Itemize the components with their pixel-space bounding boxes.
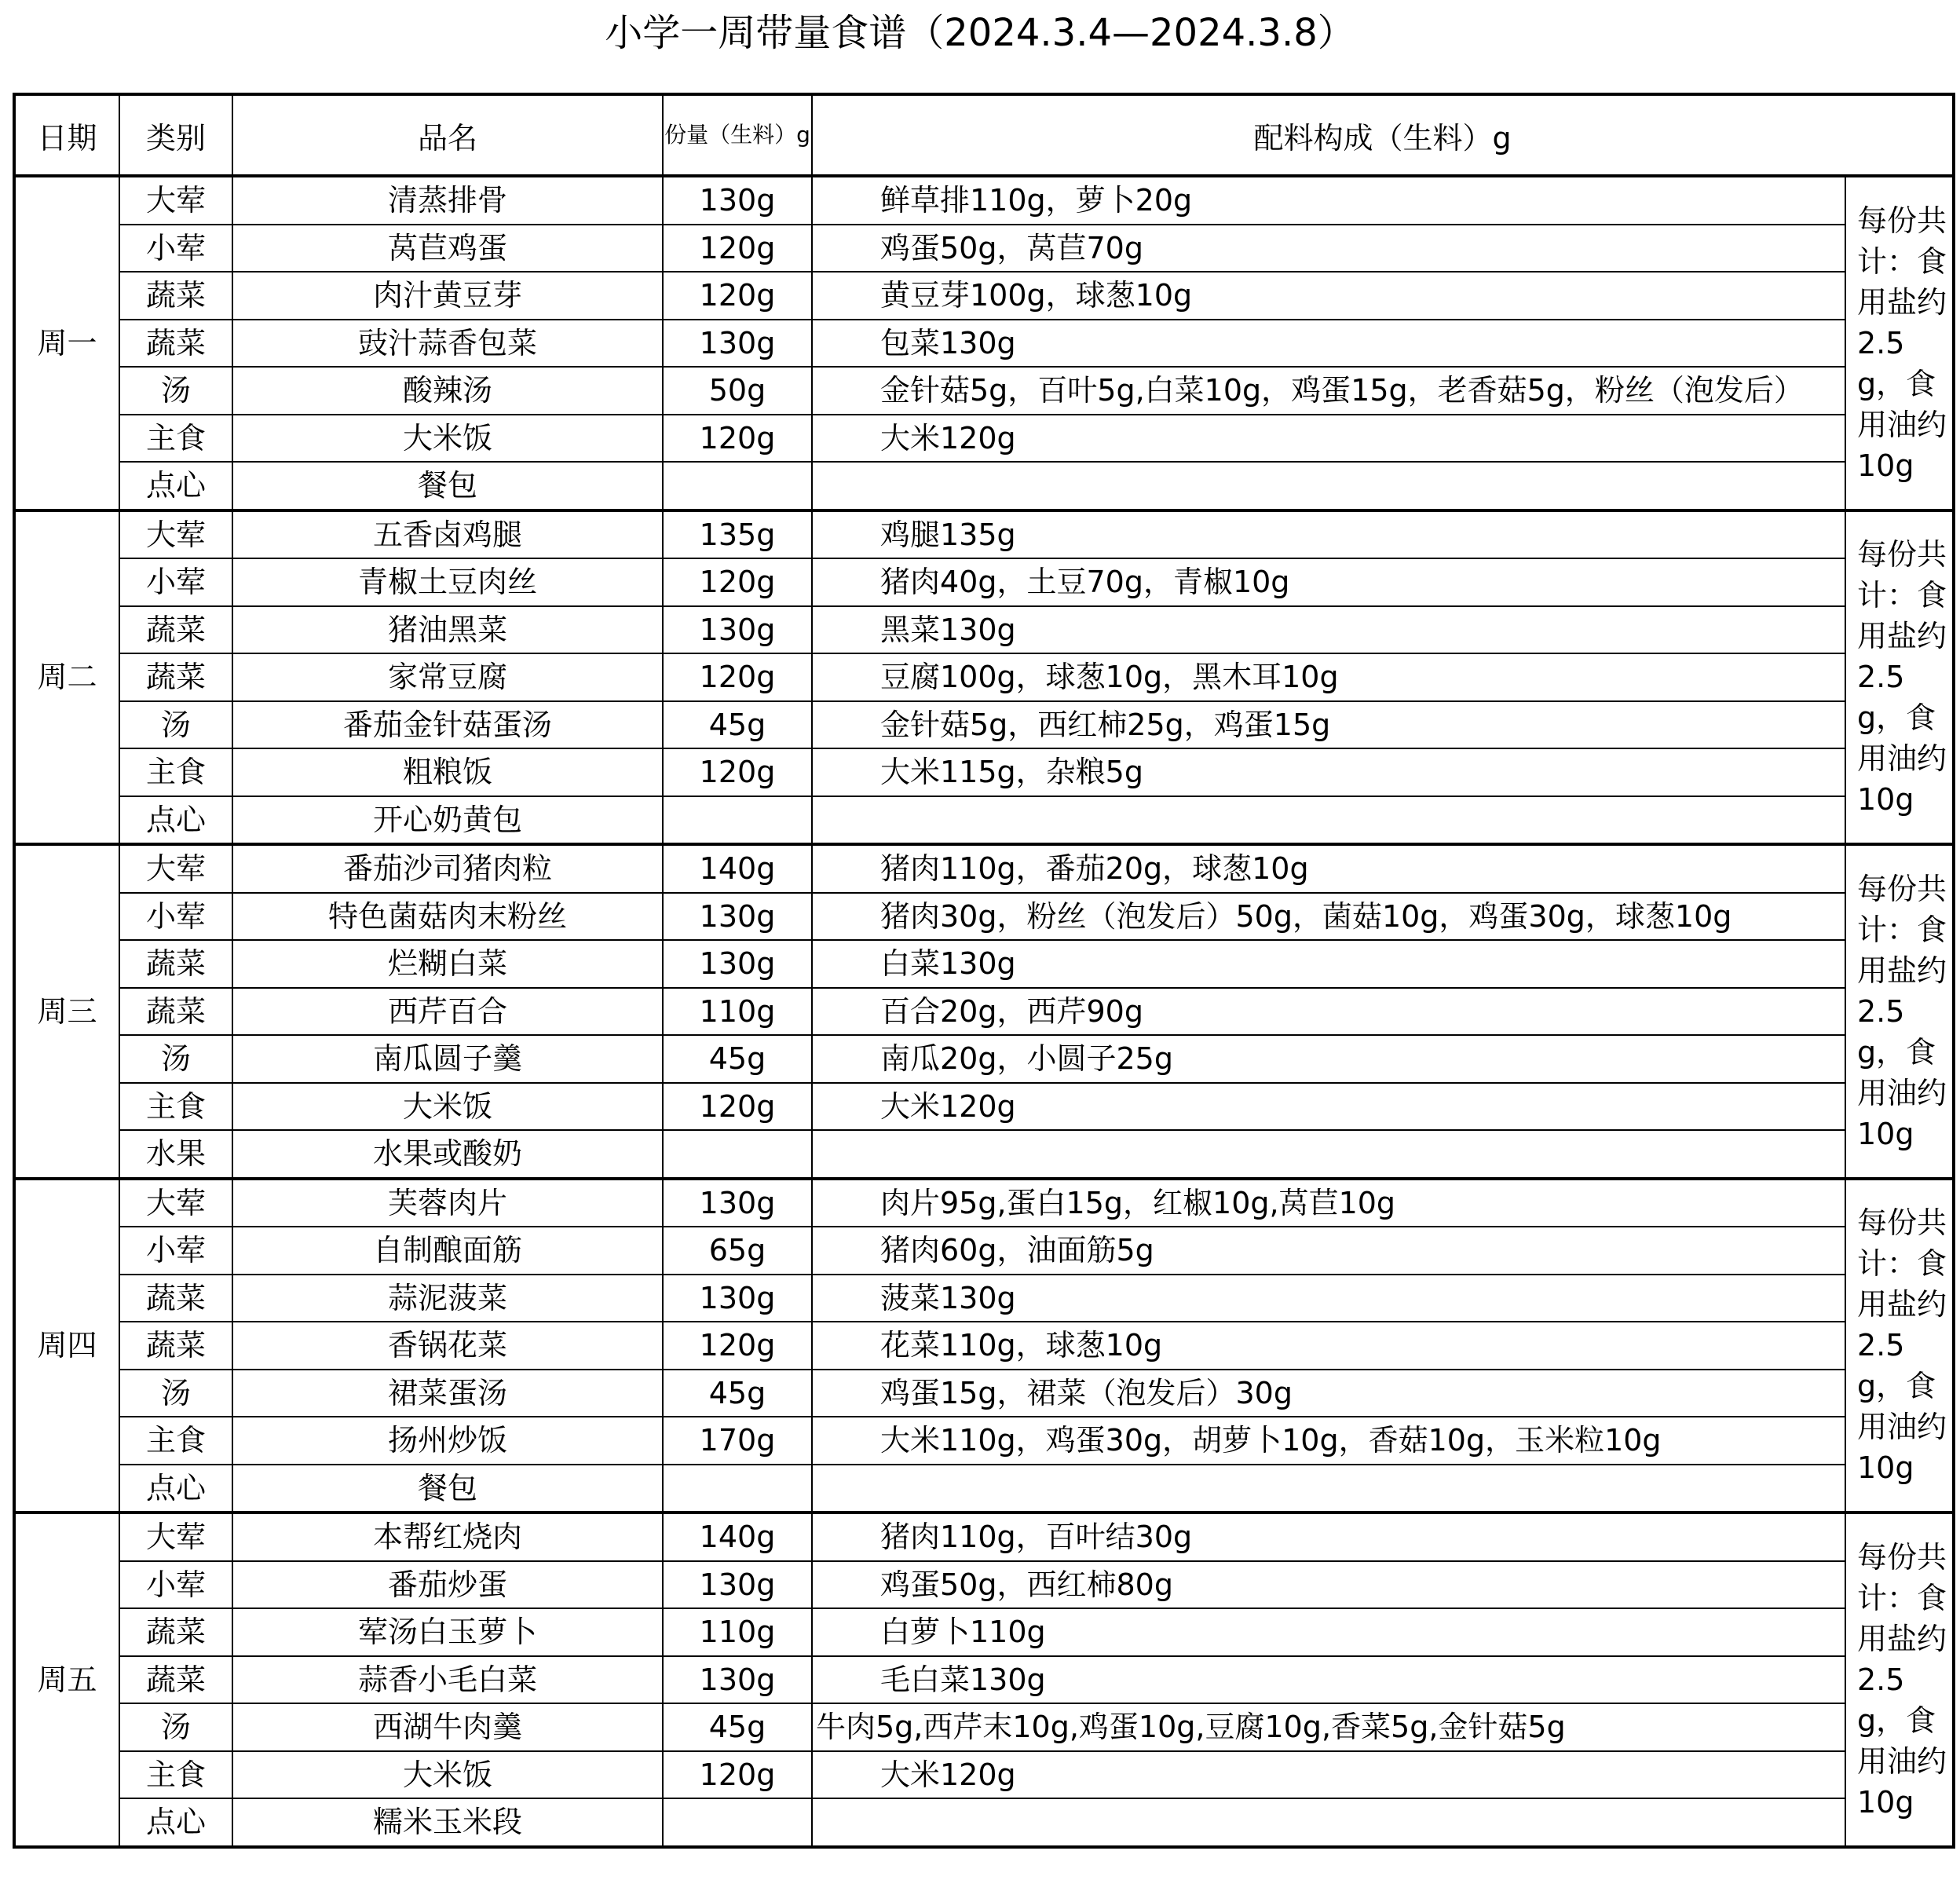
table-row bbox=[14, 1130, 1954, 1179]
dish-cell: 番茄炒蛋 bbox=[232, 1561, 663, 1609]
amount-cell: 120g bbox=[663, 415, 812, 463]
amount-cell: 130g bbox=[663, 893, 812, 941]
category-cell: 小荤 bbox=[119, 893, 232, 941]
category-cell: 主食 bbox=[119, 1417, 232, 1465]
table-row bbox=[14, 272, 1954, 320]
category-cell: 大荤 bbox=[119, 844, 232, 893]
category-cell: 小荤 bbox=[119, 225, 232, 272]
table-row bbox=[14, 320, 1954, 368]
header-row bbox=[14, 94, 1954, 176]
table-row bbox=[14, 1751, 1954, 1799]
dish-cell: 蒜泥菠菜 bbox=[232, 1275, 663, 1322]
ingredients-cell: 鸡蛋50g，莴苣70g bbox=[812, 225, 1845, 272]
table-row bbox=[14, 462, 1954, 510]
ingredients-cell bbox=[812, 796, 1845, 845]
daily-note: 每份共计：食用盐约2.5g，食用油约10g bbox=[1845, 510, 1954, 845]
category-cell: 水果 bbox=[119, 1130, 232, 1179]
category-cell: 汤 bbox=[119, 1370, 232, 1417]
category-cell: 大荤 bbox=[119, 1179, 232, 1227]
table-row bbox=[14, 1608, 1954, 1656]
dish-cell: 猪油黑菜 bbox=[232, 606, 663, 654]
dish-cell: 大米饭 bbox=[232, 1083, 663, 1131]
table-row bbox=[14, 367, 1954, 415]
ingredients-cell: 黑菜130g bbox=[812, 606, 1845, 654]
table-row bbox=[14, 1322, 1954, 1370]
table-row bbox=[14, 1417, 1954, 1465]
category-cell: 主食 bbox=[119, 415, 232, 463]
category-cell: 小荤 bbox=[119, 558, 232, 606]
amount-cell: 140g bbox=[663, 1512, 812, 1561]
table-row bbox=[14, 1561, 1954, 1609]
amount-cell: 130g bbox=[663, 1656, 812, 1704]
menu-body bbox=[14, 176, 1954, 1847]
table-row bbox=[14, 1275, 1954, 1322]
header-ingredients: 配料构成（生料）g bbox=[812, 94, 1954, 176]
ingredients-cell: 鲜草排110g，萝卜20g bbox=[812, 176, 1845, 225]
amount-cell: 130g bbox=[663, 1275, 812, 1322]
amount-cell: 120g bbox=[663, 1751, 812, 1799]
dish-cell: 酸辣汤 bbox=[232, 367, 663, 415]
table-row bbox=[14, 606, 1954, 654]
dish-cell: 番茄沙司猪肉粒 bbox=[232, 844, 663, 893]
table-row bbox=[14, 1798, 1954, 1847]
category-cell: 主食 bbox=[119, 1083, 232, 1131]
category-cell: 汤 bbox=[119, 701, 232, 749]
dish-cell: 特色菌菇肉末粉丝 bbox=[232, 893, 663, 941]
amount-cell bbox=[663, 462, 812, 510]
header-amount: 份量（生料）g bbox=[663, 94, 812, 176]
ingredients-cell: 肉片95g,蛋白15g，红椒10g,莴苣10g bbox=[812, 1179, 1845, 1227]
amount-cell: 50g bbox=[663, 367, 812, 415]
category-cell: 蔬菜 bbox=[119, 988, 232, 1036]
category-cell: 小荤 bbox=[119, 1227, 232, 1275]
amount-cell: 65g bbox=[663, 1227, 812, 1275]
ingredients-cell: 百合20g，西芹90g bbox=[812, 988, 1845, 1036]
category-cell: 大荤 bbox=[119, 176, 232, 225]
category-cell: 点心 bbox=[119, 462, 232, 510]
ingredients-cell: 大米120g bbox=[812, 415, 1845, 463]
dish-cell: 荤汤白玉萝卜 bbox=[232, 1608, 663, 1656]
amount-cell: 120g bbox=[663, 225, 812, 272]
ingredients-cell: 猪肉30g，粉丝（泡发后）50g，菌菇10g，鸡蛋30g，球葱10g bbox=[812, 893, 1845, 941]
table-row bbox=[14, 558, 1954, 606]
category-cell: 汤 bbox=[119, 1035, 232, 1083]
table-row bbox=[14, 1370, 1954, 1417]
table-row bbox=[14, 893, 1954, 941]
dish-cell: 清蒸排骨 bbox=[232, 176, 663, 225]
category-cell: 汤 bbox=[119, 1703, 232, 1751]
dish-cell: 大米饭 bbox=[232, 1751, 663, 1799]
amount-cell: 135g bbox=[663, 510, 812, 559]
dish-cell: 大米饭 bbox=[232, 415, 663, 463]
category-cell: 蔬菜 bbox=[119, 653, 232, 701]
amount-cell: 170g bbox=[663, 1417, 812, 1465]
ingredients-cell: 大米115g，杂粮5g bbox=[812, 748, 1845, 796]
amount-cell bbox=[663, 1465, 812, 1513]
daily-note: 每份共计：食用盐约2.5g，食用油约10g bbox=[1845, 1179, 1954, 1513]
ingredients-cell bbox=[812, 462, 1845, 510]
menu-table bbox=[13, 93, 1955, 1849]
amount-cell: 120g bbox=[663, 748, 812, 796]
table-row bbox=[14, 1083, 1954, 1131]
category-cell: 蔬菜 bbox=[119, 320, 232, 368]
ingredients-cell: 猪肉40g，土豆70g，青椒10g bbox=[812, 558, 1845, 606]
dish-cell: 豉汁蒜香包菜 bbox=[232, 320, 663, 368]
ingredients-cell: 鸡腿135g bbox=[812, 510, 1845, 559]
ingredients-cell: 大米120g bbox=[812, 1083, 1845, 1131]
amount-cell bbox=[663, 1130, 812, 1179]
category-cell: 小荤 bbox=[119, 1561, 232, 1609]
dish-cell: 西湖牛肉羹 bbox=[232, 1703, 663, 1751]
dish-cell: 番茄金针菇蛋汤 bbox=[232, 701, 663, 749]
ingredients-cell: 白萝卜110g bbox=[812, 1608, 1845, 1656]
category-cell: 蔬菜 bbox=[119, 606, 232, 654]
header-date: 日期 bbox=[14, 94, 119, 176]
ingredients-cell: 毛白菜130g bbox=[812, 1656, 1845, 1704]
amount-cell: 120g bbox=[663, 272, 812, 320]
table-row bbox=[14, 796, 1954, 845]
dish-cell: 自制酿面筋 bbox=[232, 1227, 663, 1275]
dish-cell: 开心奶黄包 bbox=[232, 796, 663, 845]
ingredients-cell: 金针菇5g，西红柿25g，鸡蛋15g bbox=[812, 701, 1845, 749]
table-row bbox=[14, 415, 1954, 463]
dish-cell: 肉汁黄豆芽 bbox=[232, 272, 663, 320]
dish-cell: 粗粮饭 bbox=[232, 748, 663, 796]
ingredients-cell bbox=[812, 1130, 1845, 1179]
ingredients-cell bbox=[812, 1798, 1845, 1847]
dish-cell: 裙菜蛋汤 bbox=[232, 1370, 663, 1417]
amount-cell bbox=[663, 796, 812, 845]
table-row bbox=[14, 1512, 1954, 1561]
amount-cell: 120g bbox=[663, 653, 812, 701]
category-cell: 蔬菜 bbox=[119, 940, 232, 988]
dish-cell: 蒜香小毛白菜 bbox=[232, 1656, 663, 1704]
category-cell: 蔬菜 bbox=[119, 1275, 232, 1322]
table-row bbox=[14, 701, 1954, 749]
ingredients-cell: 鸡蛋50g，西红柿80g bbox=[812, 1561, 1845, 1609]
ingredients-cell: 猪肉110g，百叶结30g bbox=[812, 1512, 1845, 1561]
amount-cell: 140g bbox=[663, 844, 812, 893]
ingredients-cell: 大米120g bbox=[812, 1751, 1845, 1799]
amount-cell bbox=[663, 1798, 812, 1847]
category-cell: 主食 bbox=[119, 1751, 232, 1799]
amount-cell: 45g bbox=[663, 1703, 812, 1751]
dish-cell: 糯米玉米段 bbox=[232, 1798, 663, 1847]
ingredients-cell: 黄豆芽100g，球葱10g bbox=[812, 272, 1845, 320]
table-row bbox=[14, 1703, 1954, 1751]
amount-cell: 120g bbox=[663, 1083, 812, 1131]
dish-cell: 水果或酸奶 bbox=[232, 1130, 663, 1179]
header-dish: 品名 bbox=[232, 94, 663, 176]
ingredients-cell: 牛肉5g,西芹末10g,鸡蛋10g,豆腐10g,香菜5g,金针菇5g bbox=[812, 1703, 1845, 1751]
header-category: 类别 bbox=[119, 94, 232, 176]
amount-cell: 130g bbox=[663, 176, 812, 225]
amount-cell: 110g bbox=[663, 988, 812, 1036]
amount-cell: 45g bbox=[663, 1035, 812, 1083]
ingredients-cell: 猪肉60g，油面筋5g bbox=[812, 1227, 1845, 1275]
amount-cell: 130g bbox=[663, 606, 812, 654]
page-title: 小学一周带量食谱（2024.3.4—2024.3.8） bbox=[605, 11, 1355, 55]
table-row bbox=[14, 1656, 1954, 1704]
dish-cell: 莴苣鸡蛋 bbox=[232, 225, 663, 272]
table-row bbox=[14, 940, 1954, 988]
category-cell: 点心 bbox=[119, 796, 232, 845]
category-cell: 蔬菜 bbox=[119, 272, 232, 320]
dish-cell: 餐包 bbox=[232, 462, 663, 510]
table-row bbox=[14, 1465, 1954, 1513]
amount-cell: 130g bbox=[663, 1179, 812, 1227]
table-row bbox=[14, 1227, 1954, 1275]
ingredients-cell: 南瓜20g，小圆子25g bbox=[812, 1035, 1845, 1083]
category-cell: 汤 bbox=[119, 367, 232, 415]
table-row bbox=[14, 510, 1954, 559]
amount-cell: 45g bbox=[663, 1370, 812, 1417]
dish-cell: 芙蓉肉片 bbox=[232, 1179, 663, 1227]
category-cell: 点心 bbox=[119, 1798, 232, 1847]
dish-cell: 扬州炒饭 bbox=[232, 1417, 663, 1465]
dish-cell: 香锅花菜 bbox=[232, 1322, 663, 1370]
dish-cell: 西芹百合 bbox=[232, 988, 663, 1036]
category-cell: 大荤 bbox=[119, 510, 232, 559]
ingredients-cell bbox=[812, 1465, 1845, 1513]
dish-cell: 五香卤鸡腿 bbox=[232, 510, 663, 559]
amount-cell: 130g bbox=[663, 1561, 812, 1609]
day-label: 周五 bbox=[14, 1512, 119, 1847]
table-row bbox=[14, 176, 1954, 225]
day-label: 周二 bbox=[14, 510, 119, 845]
table-row bbox=[14, 748, 1954, 796]
ingredients-cell: 菠菜130g bbox=[812, 1275, 1845, 1322]
day-label: 周三 bbox=[14, 844, 119, 1179]
amount-cell: 130g bbox=[663, 940, 812, 988]
daily-note: 每份共计：食用盐约2.5g，食用油约10g bbox=[1845, 176, 1954, 510]
table-row bbox=[14, 1035, 1954, 1083]
amount-cell: 120g bbox=[663, 558, 812, 606]
ingredients-cell: 豆腐100g，球葱10g，黑木耳10g bbox=[812, 653, 1845, 701]
dish-cell: 本帮红烧肉 bbox=[232, 1512, 663, 1561]
ingredients-cell: 花菜110g，球葱10g bbox=[812, 1322, 1845, 1370]
dish-cell: 家常豆腐 bbox=[232, 653, 663, 701]
dish-cell: 青椒土豆肉丝 bbox=[232, 558, 663, 606]
ingredients-cell: 白菜130g bbox=[812, 940, 1845, 988]
table-row bbox=[14, 225, 1954, 272]
table-row bbox=[14, 653, 1954, 701]
table-row bbox=[14, 844, 1954, 893]
category-cell: 主食 bbox=[119, 748, 232, 796]
amount-cell: 110g bbox=[663, 1608, 812, 1656]
ingredients-cell: 金针菇5g，百叶5g,白菜10g，鸡蛋15g，老香菇5g，粉丝（泡发后） bbox=[812, 367, 1845, 415]
category-cell: 蔬菜 bbox=[119, 1322, 232, 1370]
ingredients-cell: 猪肉110g，番茄20g，球葱10g bbox=[812, 844, 1845, 893]
amount-cell: 120g bbox=[663, 1322, 812, 1370]
dish-cell: 烂糊白菜 bbox=[232, 940, 663, 988]
amount-cell: 45g bbox=[663, 701, 812, 749]
daily-note: 每份共计：食用盐约2.5g，食用油约10g bbox=[1845, 844, 1954, 1179]
day-label: 周一 bbox=[14, 176, 119, 510]
category-cell: 蔬菜 bbox=[119, 1608, 232, 1656]
amount-cell: 130g bbox=[663, 320, 812, 368]
daily-note: 每份共计：食用盐约2.5g，食用油约10g bbox=[1845, 1512, 1954, 1847]
ingredients-cell: 包菜130g bbox=[812, 320, 1845, 368]
dish-cell: 南瓜圆子羹 bbox=[232, 1035, 663, 1083]
table-row bbox=[14, 1179, 1954, 1227]
category-cell: 蔬菜 bbox=[119, 1656, 232, 1704]
ingredients-cell: 鸡蛋15g，裙菜（泡发后）30g bbox=[812, 1370, 1845, 1417]
ingredients-cell: 大米110g，鸡蛋30g，胡萝卜10g，香菇10g，玉米粒10g bbox=[812, 1417, 1845, 1465]
dish-cell: 餐包 bbox=[232, 1465, 663, 1513]
category-cell: 大荤 bbox=[119, 1512, 232, 1561]
category-cell: 点心 bbox=[119, 1465, 232, 1513]
day-label: 周四 bbox=[14, 1179, 119, 1513]
table-row bbox=[14, 988, 1954, 1036]
